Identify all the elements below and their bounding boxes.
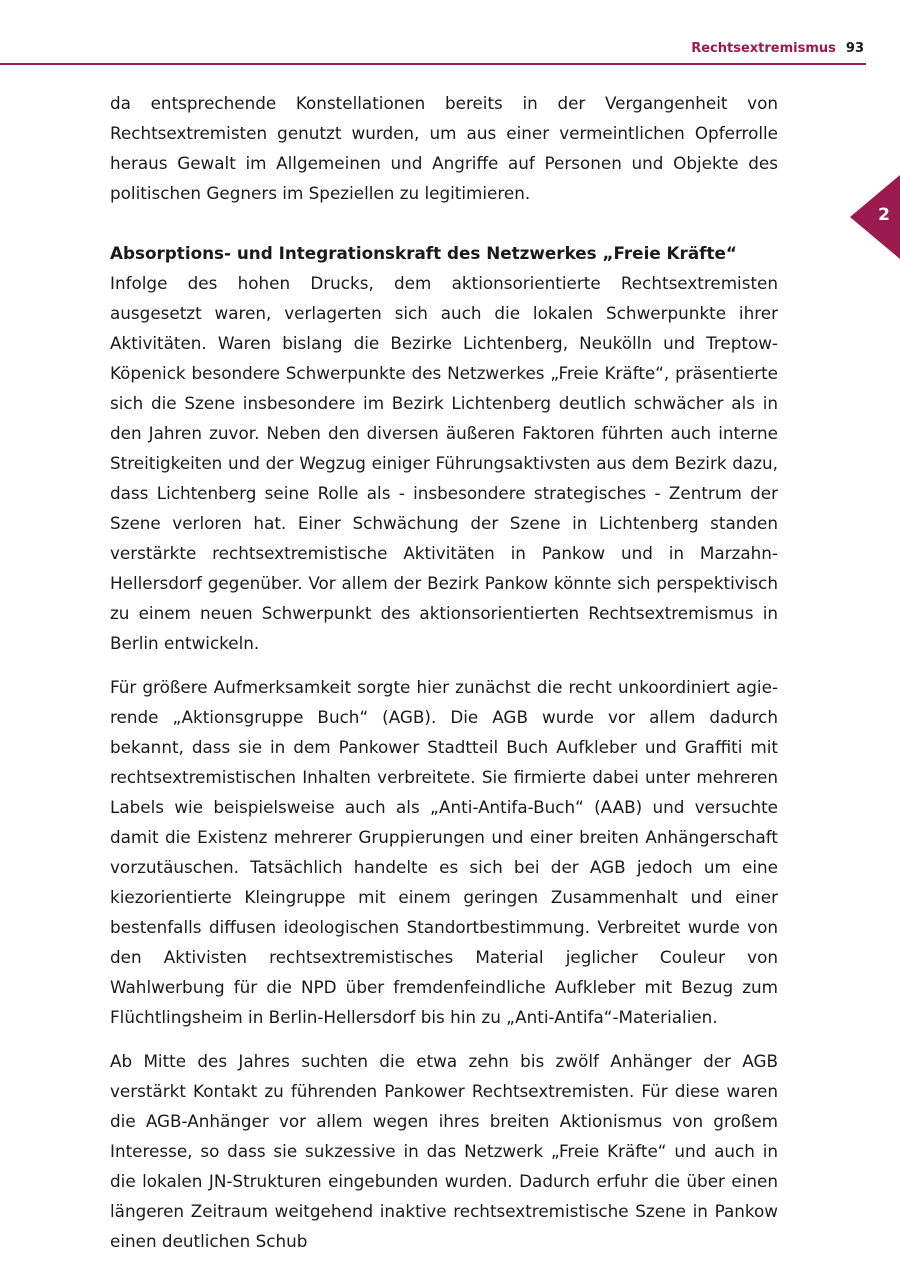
- paragraph-1: da entsprechende Konstellationen bereits in der Vergangenheit von Rechtsextremisten genutzt wurden, um aus einer vermeintlichen Opferrolle heraus Gewalt im Allgemeinen und Angriffe auf Personen und Objekte des politischen Gegners im Speziellen zu legitimieren.: [110, 93, 778, 203]
- paragraph-2: Infolge des hohen Drucks, dem aktionsorientierte Rechtsextremisten ausgesetzt waren, verlagerten sich auch die lokalen Schwerpunkte ihrer Aktivitäten. Waren bislang die Bezirke Lichtenberg, Neukölln und Treptow-Köpenick besondere Schwerpunkte des Netzwerkes „Freie Kräfte“, präsentierte sich die Szene insbesondere im Bezirk Lichtenberg deutlich schwächer als in den Jahren zuvor. Neben den diversen äußeren Faktoren führten auch interne Streitigkeiten und der Wegzug einiger Führungsaktivsten aus dem Bezirk dazu, dass Lichtenberg seine Rolle als - insbesondere strategisches - Zentrum der Szene verloren hat. Einer Schwächung der Szene in Lichtenberg standen verstärkte rechtsextremistische Aktivitäten in Pankow und in Marzahn-Hellersdorf gegenüber. Vor allem der Bezirk Pankow könnte sich perspektivisch zu einem neuen Schwerpunkt des aktionsorientierten Rechtsextremismus in Berlin entwickeln.: [110, 273, 778, 653]
- paragraph-4: Ab Mitte des Jahres suchten die etwa zehn bis zwölf Anhänger der AGB verstärkt Kontakt zu führenden Pankower Rechtsextremisten. Für diese waren die AGB-Anhänger vor allem wegen ihres breiten Aktionismus von großem Interesse, so dass sie sukzessive in das Netzwerk „Freie Kräfte“ und auch in die lokalen JN-Strukturen eingebunden wurden. Dadurch erfuhr die über einen längeren Zeitraum weitgehend inaktive rechtsextremistische Szene in Pankow einen deutlichen Schub: [110, 1051, 778, 1251]
- header-rule: [0, 63, 866, 65]
- main-text: [110, 88, 778, 1256]
- page-header: [0, 0, 900, 66]
- running-header: [691, 41, 864, 56]
- paragraph-3: Für größere Aufmerksamkeit sorgte hier zunächst die recht unkoordiniert agierende „Aktionsgruppe Buch“ (AGB). Die AGB wurde vor allem dadurch bekannt, dass sie in dem Pankower Stadtteil Buch Aufkleber und Graffiti mit rechtsextremistischen Inhalten verbreitete. Sie firmierte dabei unter mehreren Labels wie beispielsweise auch als „Anti-Antifa-Buch“ (AAB) und versuchte damit die Existenz mehrerer Gruppierungen und einer breiten Anhängerschaft vorzutäuschen. Tatsächlich handelte es sich bei der AGB jedoch um eine kiezorientierte Kleingruppe mit einem geringen Zusammenhalt und einer bestenfalls diffusen ideologischen Standortbestimmung. Verbreitet wurde von den Aktivisten rechtsextremistisches Material jeglicher Couleur von Wahlwerbung für die NPD über fremdenfeindliche Aufkleber mit Bezug zum Flüchtlingsheim in Berlin-Hellersdorf bis hin zu „Anti-Antifa“-Materialien.: [110, 677, 778, 1027]
- page-number: 93: [845, 41, 864, 56]
- section-heading: Absorptions- und Integrationskraft des Netzwerkes „Freie Kräfte“: [110, 243, 737, 263]
- chapter-number: 2: [878, 205, 890, 225]
- section-title: Rechtsextremismus: [691, 41, 836, 56]
